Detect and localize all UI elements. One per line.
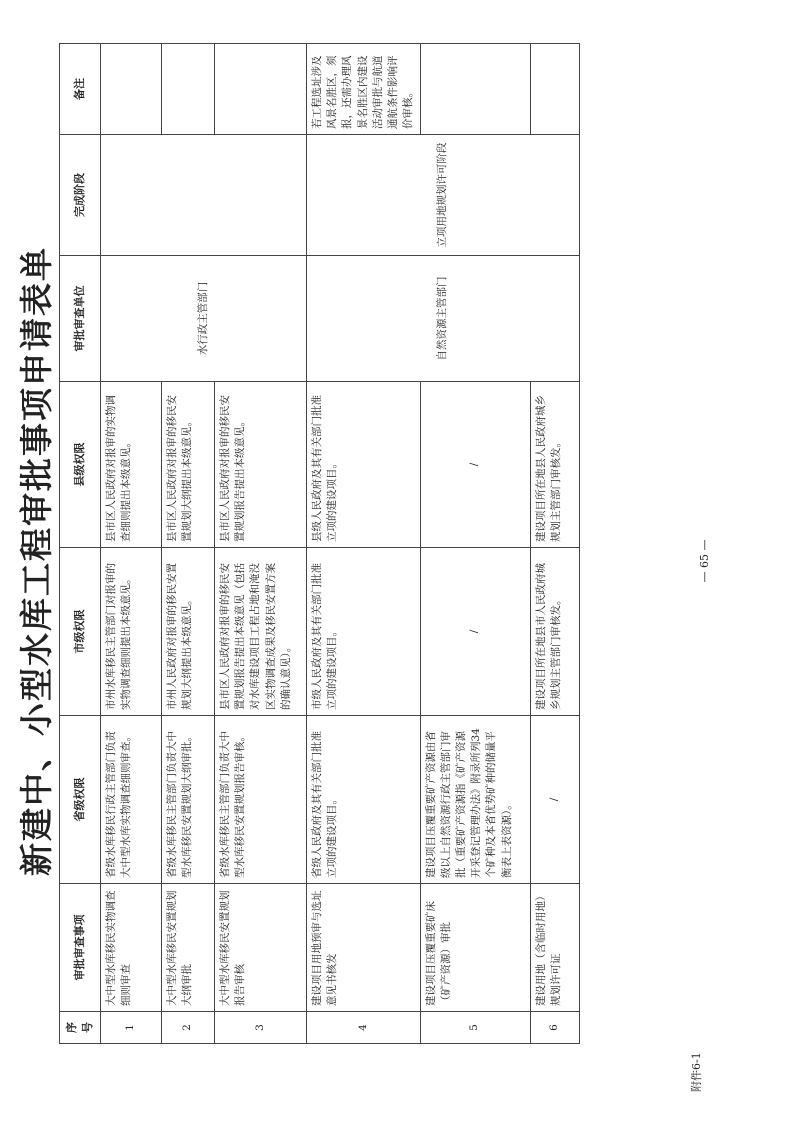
header-unit: 审批审查单位 <box>60 256 101 382</box>
header-no: 序号 <box>60 1012 101 1044</box>
annex-label: 附件6-1 <box>690 1052 703 1092</box>
row-item: 大中型水库移民实物调查细则审查 <box>101 884 162 1012</box>
row-county: 县市区人民政府对报审的移民安置规划大纲提出本级意见。 <box>162 382 215 548</box>
header-county: 县级权限 <box>60 382 101 548</box>
row-number: 4 <box>307 1012 421 1044</box>
table-row <box>307 44 421 1044</box>
row-number: 2 <box>162 1012 215 1044</box>
row-item: 大中型水库移民安置规划报告审核 <box>215 884 307 1012</box>
row-city: 县市区人民政府对报审的移民安置规划报告提出本级意见（包括对水库建设项目工程占地和淹没区实物调查成果及移民安置方案的确认意见）。 <box>215 548 307 716</box>
header-stage: 完成阶段 <box>60 135 101 256</box>
approval-table <box>59 43 580 1044</box>
remark-cell <box>101 44 162 135</box>
header-city: 市级权限 <box>60 548 101 716</box>
row-province: 省级水库移民行政主管部门负责大中型水库实物调查细则审查。 <box>101 716 162 884</box>
row-county: 县市区人民政府对报审的实物调查细则提出本级意见。 <box>101 382 162 548</box>
row-county: / <box>420 382 530 548</box>
row-number: 1 <box>101 1012 162 1044</box>
table-header-row <box>60 44 101 1044</box>
stage-empty-a <box>101 135 307 256</box>
row-province: / <box>530 716 579 884</box>
page-title: 新建中、小型水库工程审批事项申请表单 <box>17 246 56 876</box>
row-province: 省级水库移民主管部门负责大中型水库移民安置规划大纲审批。 <box>162 716 215 884</box>
unit-resources: 自然资源主管部门 <box>307 256 580 382</box>
row-item: 建设项目压覆重要矿床（矿产资源）审批 <box>420 884 530 1012</box>
row-city: 市州人民政府对报审的移民安置规划大纲提出本级意见。 <box>162 548 215 716</box>
unit-water: 水行政主管部门 <box>101 256 307 382</box>
row-item: 大中型水库移民安置规划大纲审批 <box>162 884 215 1012</box>
header-province: 省级权限 <box>60 716 101 884</box>
remark-cell <box>530 44 579 135</box>
remark-cell: 若工程选址涉及风景名胜区，须报，还需办理风景名胜区内建设活动审批与航道通航条件影响评价审核。 <box>307 44 421 135</box>
row-county: 建设项目所在地县人民政府城乡规划主管部门审核发。 <box>530 382 579 548</box>
row-number: 3 <box>215 1012 307 1044</box>
page-number: — 65 — <box>698 539 711 583</box>
remark-cell <box>420 44 530 135</box>
table-row <box>101 44 162 1044</box>
row-number: 6 <box>530 1012 579 1044</box>
remark-cell <box>162 44 215 135</box>
row-city: 市州水库移民主管部门对报审的实物调查细则提出本级意见。 <box>101 548 162 716</box>
row-item: 建设项目用地预审与选址意见书核发 <box>307 884 421 1012</box>
row-county: 县级人民政府及其有关部门批准立项的建设项目。 <box>307 382 421 548</box>
row-province: 建设项目压覆重要矿产资源由省级以上自然资源行政主管部门审批（重要矿产资源指《矿产资源开采登记管理办法》附录所列34个矿种及本省优势矿种的储量平衡表上表资源）。 <box>420 716 530 884</box>
remark-cell <box>215 44 307 135</box>
row-province: 省级水库移民主管部门负责大中型水库移民安置规划报告审核。 <box>215 716 307 884</box>
row-city: 市级人民政府及其有关部门批准立项的建设项目。 <box>307 548 421 716</box>
row-city: 建设项目所在地县市人民政府城乡规划主管部门审核发。 <box>530 548 579 716</box>
row-item: 建设用地（含临时用地）规划许可证 <box>530 884 579 1012</box>
header-remark: 备注 <box>60 44 101 135</box>
row-county: 县市区人民政府对报审的移民安置规划报告提出本级意见。 <box>215 382 307 548</box>
row-city: / <box>420 548 530 716</box>
row-number: 5 <box>420 1012 530 1044</box>
row-province: 省级人民政府及其有关部门批准立项的建设项目。 <box>307 716 421 884</box>
stage-cell: 立项用地规划许可阶段 <box>307 135 580 256</box>
header-item: 审批审查事项 <box>60 884 101 1012</box>
